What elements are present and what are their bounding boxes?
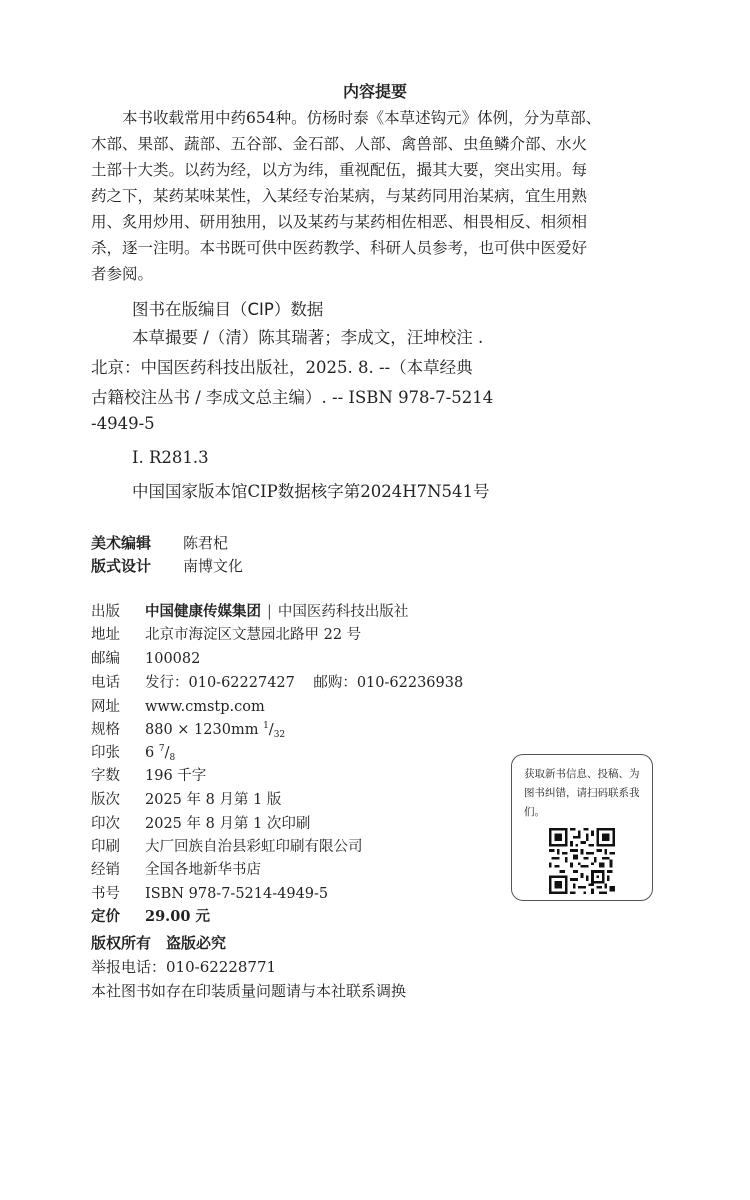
summary-line: 用、炙用炒用、研用独用，以及某药与某药相佐相恶、相畏相反、相须相 (91, 213, 588, 231)
quality-notice: 本社图书如存在印装质量问题请与本社联系调换 (91, 982, 407, 1000)
publisher-name: 中国医药科技出版社 (277, 604, 409, 620)
price-row (91, 906, 210, 928)
phone-value: 发行：010-62227427 邮购：010-62236938 (145, 675, 464, 691)
price-value: 29.00 元 (145, 908, 210, 925)
phone-row (91, 672, 463, 694)
cip-line: -4949-5 (91, 414, 155, 433)
info-label: 经销 (91, 862, 120, 878)
info-label: 字数 (91, 768, 120, 784)
info-label: 出版 (91, 604, 120, 620)
cip-line: 本草撮要 /（清）陈其瑞著；李成文，汪坤校注 . (132, 328, 484, 347)
edition-value: 2025 年 8 月第 1 版 (145, 792, 282, 808)
info-label: 邮编 (91, 651, 120, 667)
staff-label: 版式设计 (91, 557, 152, 575)
sheets-integer: 6 (145, 745, 155, 761)
sheets-numerator: 7 (158, 744, 165, 754)
summary-line: 木部、果部、蔬部、五谷部、金石部、人部、禽兽部、虫鱼鳞介部、水火 (91, 135, 588, 153)
sheets-denominator: 8 (169, 753, 176, 763)
staff-row (91, 532, 228, 553)
qr-code-icon (549, 828, 615, 894)
printer-row (91, 836, 363, 858)
copyright-notice: 版权所有 盗版必究 (91, 934, 227, 952)
info-label: 印张 (91, 745, 120, 761)
print-value: 2025 年 8 月第 1 次印刷 (145, 816, 311, 832)
summary-title: 内容提要 (342, 82, 407, 101)
summary-line: 本书收载常用中药654种。仿杨时泰《本草述钩元》体例，分为草部、 (122, 109, 602, 127)
cip-line: 北京：中国医药科技出版社，2025. 8. --（本草经典 (91, 358, 473, 377)
isbn-row (91, 883, 328, 905)
postcode-value: 100082 (145, 651, 201, 667)
cip-record-number: 中国国家版本馆CIP数据核字第2024H7N541号 (132, 482, 490, 501)
format-value: 880 × 1230mm (145, 722, 259, 738)
info-label: 规格 (91, 722, 120, 738)
distributor-value: 全国各地新华书店 (145, 862, 261, 878)
words-row (91, 765, 206, 787)
publisher-group: 中国健康传媒集团 (145, 603, 261, 620)
cip-line: 古籍校注丛书 / 李成文总主编）. -- ISBN 978-7-5214 (91, 388, 494, 407)
postcode-row (91, 648, 200, 670)
isbn-value: ISBN 978-7-5214-4949-5 (145, 886, 329, 902)
cip-title: 图书在版编目（CIP）数据 (132, 300, 324, 319)
staff-value: 陈君杞 (183, 534, 229, 552)
info-label: 书号 (91, 886, 120, 902)
report-phone: 举报电话：010-62228771 (91, 958, 277, 976)
cip-classification: Ⅰ. R281.3 (132, 448, 209, 467)
publisher-row (91, 601, 408, 623)
info-label: 印次 (91, 816, 120, 832)
publisher-separator: | (267, 604, 272, 620)
print-row (91, 813, 310, 835)
info-label: 网址 (91, 699, 120, 715)
summary-line: 者参阅。 (91, 265, 154, 283)
website-row (91, 696, 265, 718)
format-numerator: 1 (263, 721, 269, 731)
info-label: 印刷 (91, 839, 120, 855)
website-value: www.cmstp.com (145, 699, 265, 715)
sheets-row: 印张 6 $^7/_8$ (91, 744, 176, 763)
address-row (91, 624, 361, 646)
info-label: 定价 (91, 909, 120, 925)
qr-caption: 获取新书信息、投稿、为图书纠错，请扫码联系我们。 (524, 768, 640, 818)
info-label: 版次 (91, 792, 120, 808)
staff-label: 美术编辑 (91, 534, 152, 552)
words-value: 196 千字 (145, 768, 207, 784)
staff-value: 南博文化 (183, 557, 244, 575)
summary-line: 土部十大类。以药为经，以方为纬，重视配伍，撮其大要，突出实用。每 (91, 161, 588, 179)
summary-line: 杀，逐一注明。本书既可供中医药教学、科研人员参考，也可供中医爱好 (91, 239, 588, 257)
printer-value: 大厂回族自治县彩虹印刷有限公司 (145, 839, 363, 855)
format-denominator: 32 (273, 730, 286, 740)
staff-row (91, 555, 243, 576)
qr-box (511, 754, 653, 901)
info-label: 电话 (91, 675, 120, 691)
address-value: 北京市海淀区文慧园北路甲 22 号 (145, 627, 362, 643)
summary-line: 药之下，某药某味某性，入某经专治某病，与某药同用治某病，宜生用熟 (91, 187, 588, 205)
distributor-row (91, 859, 261, 881)
format-row: 规格 880 × 1230mm $^1/_{32}$ (91, 721, 286, 740)
info-label: 地址 (91, 627, 120, 643)
edition-row (91, 789, 281, 811)
